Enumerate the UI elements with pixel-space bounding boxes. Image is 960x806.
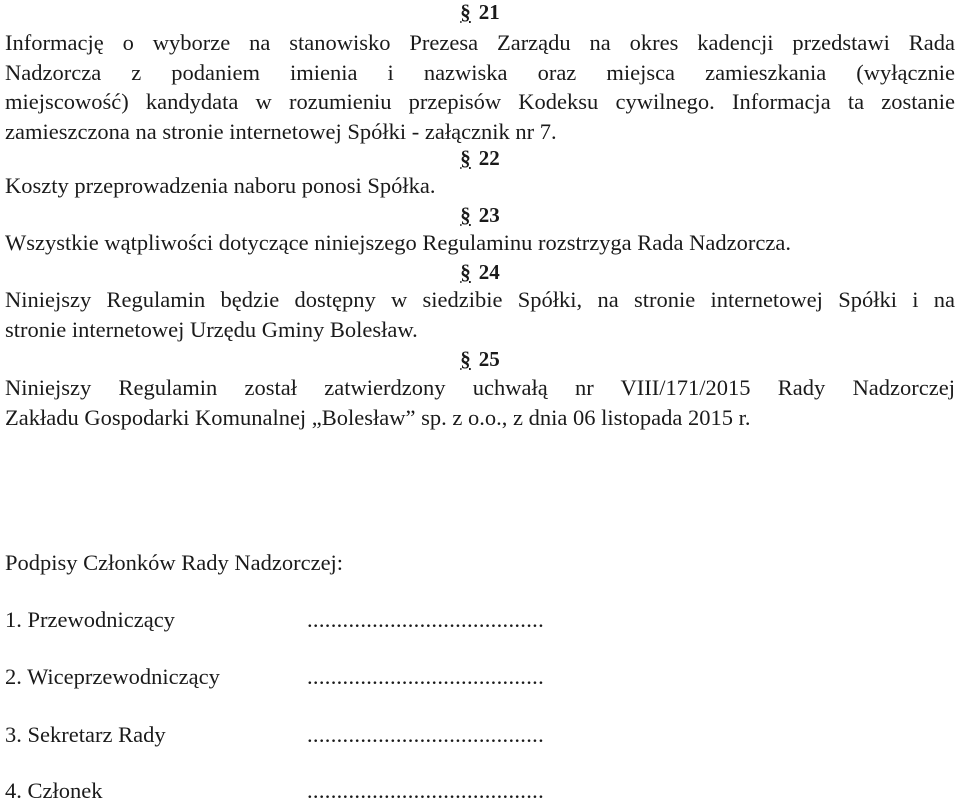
text-line: Informację o wyborze na stanowisko Prezesa Zarządu na okres kadencji przedstawi Rada — [5, 30, 955, 55]
text-line: Wszystkie wątpliwości dotyczące niniejszego Regulaminu rozstrzyga Rada Nadzorcza. — [5, 230, 791, 255]
section-23-text — [5, 228, 955, 258]
text-line: Nadzorcza z podaniem imienia i nazwiska oraz miejsca zamieszkania (wyłącznie — [5, 59, 955, 85]
section-sign: § — [460, 0, 471, 24]
section-heading-25 — [0, 345, 960, 373]
text-line: Koszty przeprowadzenia naboru ponosi Spółka. — [5, 173, 436, 198]
signature-line: ........................................ — [307, 722, 544, 747]
text-line: miejscowość) kandydata w rozumieniu przepisów Kodeksu cywilnego. Informacja ta zostanie — [5, 89, 955, 114]
section-heading-21 — [0, 0, 960, 26]
text-line: Niniejszy Regulamin został zatwierdzony uchwałą nr VIII/171/2015 Rady Nadzorczej — [5, 375, 955, 400]
signatures-title: Podpisy Członków Rady Nadzorczej: — [5, 550, 344, 575]
text-line: Zakładu Gospodarki Komunalnej „Bolesław” sp. z o.o., z dnia 06 listopada 2015 r. — [5, 404, 751, 430]
signature-role: 2. Wiceprzewodniczący — [5, 664, 220, 689]
section-22-text — [5, 171, 955, 201]
section-number: 22 — [478, 146, 500, 170]
section-heading-23 — [0, 201, 960, 229]
section-sign: § — [460, 260, 471, 284]
section-number: 23 — [478, 203, 500, 227]
section-sign: § — [460, 146, 471, 170]
section-number: 21 — [478, 0, 500, 24]
section-24-text — [5, 285, 955, 344]
section-25-text — [5, 373, 955, 432]
signature-role: 3. Sekretarz Rady — [5, 722, 166, 747]
signature-line: ........................................ — [307, 664, 544, 689]
text-line: stronie internetowej Urzędu Gminy Bolesław. — [5, 316, 418, 342]
section-21-text — [5, 28, 955, 146]
signature-role: 4. Członek — [5, 778, 103, 803]
signature-line: ........................................ — [307, 778, 544, 803]
text-line: Niniejszy Regulamin będzie dostępny w siedzibie Spółki, na stronie internetowej Spółki i na — [5, 287, 955, 312]
section-heading-24 — [0, 258, 960, 286]
text-line: zamieszczona na stronie internetowej Spółki - załącznik nr 7. — [5, 118, 557, 144]
section-sign: § — [460, 347, 471, 371]
section-number: 25 — [478, 347, 500, 371]
signature-line: ........................................ — [307, 607, 544, 632]
signature-role: 1. Przewodniczący — [5, 607, 175, 632]
section-number: 24 — [478, 260, 500, 284]
section-sign: § — [460, 203, 471, 227]
section-heading-22 — [0, 144, 960, 172]
